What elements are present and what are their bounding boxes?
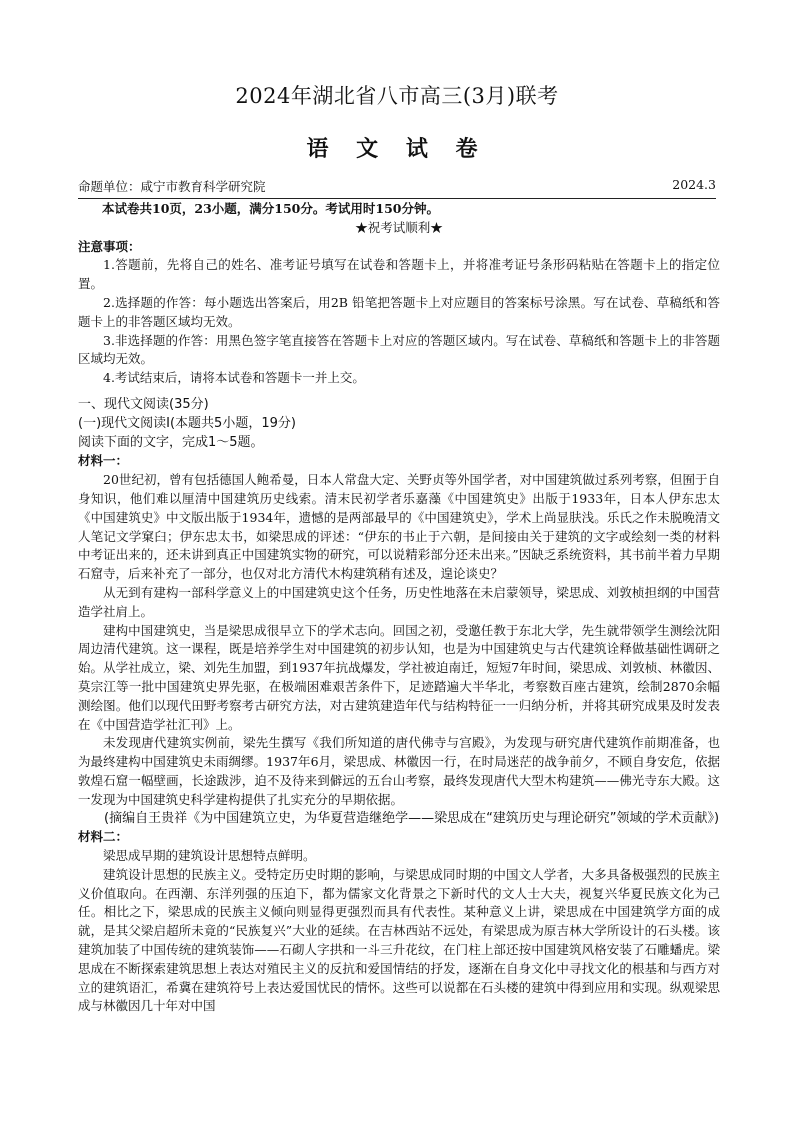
exam-date: 2024.3 [672,177,716,192]
blessing-line: ★祝考试顺利★ [355,219,443,235]
material-one-paragraph: 从无到有建构一部科学意义上的中国建筑史这个任务，历史性地落在未启蒙领导，梁思成、刘敦桢担纲的中国营造学社肩上。 [78,584,720,619]
material-one-paragraph: 建构中国建筑史，当是梁思成很早立下的学术志向。回国之初，受邀任教于东北大学，先生就带领学生测绘沈阳周边清代建筑。这一课程，既是培养学生对中国建筑的初步认知，也是为中国建筑史与古代建筑诠释做基础性调研之始。从学社成立，梁、刘先生加盟，到1937年抗战爆发，学社被迫南迁，短短7年时间，梁思成、刘敦桢、林徽因、莫宗江等一批中国建筑史界先驱，在极端困难艰苦条件下，足迹踏遍大半华北，考察数百座古建筑，绘制2870余幅测绘图。他们以现代田野考察考古研究方法，对古建筑建造年代与结构特征一一归纳分析，并将其研究成果及时发表在《中国营造学社汇刊》上。 [78,622,720,732]
notice-title: 注意事项： [78,238,141,254]
exam-body [78,200,720,1016]
material-one-paragraph: 20世纪初，曾有包括德国人鲍希曼，日本人常盘大定、关野贞等外国学者，对中国建筑做过系列考察，但囿于自身知识，他们难以厘清中国建筑历史线索。清末民初学者乐嘉藻《中国建筑史》出版于1933年，日本人伊东忠太《中国建筑史》中文版出版于1934年，遗憾的是两部最早的《中国建筑史》，学术上尚显肤浅。乐氏之作未脱晚清文人笔记文学窠臼；伊东忠太书，如梁思成的评述：“伊东的书止于六朝，是间接由关于建筑的文字或绘刻一类的材料中考证出来的，还未讲到真正中国建筑实物的研究，可以说精彩部分还未出来。”因缺乏系统资料，其书前半着力早期石窟寺，后来补充了一部分，也仅对北方清代木构建筑稍有述及，遑论谈史？ [78,472,720,582]
reading-instruction: 阅读下面的文字，完成1～5题。 [78,434,264,450]
material-two-paragraph: 建筑设计思想的民族主义。受特定历史时期的影响，与梁思成同时期的中国文人学者，大多具备极强烈的民族主义价值取向。在西潮、东洋列强的压迫下，都为儒家文化背景之下新时代的文人士大夫，视复兴华夏民族文化为己任。相比之下，梁思成的民族主义倾向则显得更强烈而具有代表性。某种意义上讲，梁思成在中国建筑学方面的成就，是其父梁启超所未竟的“民族复兴”大业的延续。在吉林西站不远处，有梁思成为原吉林大学所设计的石头楼。该建筑加装了中国传统的建筑装饰——石砌人字拱和一斗三升花纹，在门柱上部还按中国建筑风格安装了石雕蟠虎。梁思成在不断探索建筑思想上表达对殖民主义的反抗和爱国情结的抒发，逐渐在自身文化中寻找文化的根基和与西方对立的建筑语汇，希冀在建筑符号上表达爱国忧民的情怀。这些可以说都在石头楼的建筑中得到应用和实现。纵观梁思成与林徽因几十年对中国 [78,866,720,1014]
citation: (摘编自王贵祥《为中国建筑立史，为华夏营造继绝学——梁思成在“建筑历史与理论研究”领域的学术贡献》) [104,810,720,826]
author-unit: 命题单位：咸宁市教育科学研究院 [78,179,266,194]
material-two-label: 材料二： [78,829,129,845]
notice-item: 4.考试结束后，请将本试卷和答题卡一并上交。 [103,370,365,386]
author-row [78,177,716,199]
subject-title: 语 文 试 卷 [306,136,488,162]
notice-item: 2.选择题的作答：每小题选出答案后，用2B 铅笔把答题卡上对应题目的答案标号涂黑。写在试卷、草稿纸和答题卡上的非答题区域均无效。 [78,294,720,329]
notice-item: 1.答题前，先将自己的姓名、准考证号填写在试卷和答题卡上，并将准考证号条形码粘贴在答题卡上的指定位置。 [78,257,720,292]
material-one-label: 材料一： [78,453,129,469]
material-two-paragraph: 梁思成早期的建筑设计思想特点鲜明。 [103,848,316,864]
material-one-paragraph: 未发现唐代建筑实例前，梁先生撰写《我们所知道的唐代佛寺与宫殿》，为发现与研究唐代建筑作前期准备，也为最终建构中国建筑史未雨绸缪。1937年6月，梁思成、林徽因一行，在时局迷茫的战争前夕，不顾自身安危，依据敦煌石窟一幅壁画，长途跋涉，迫不及待来到僻远的五台山考察，最终发现唐代大型木构建筑——佛光寺东大殿。这一发现为中国建筑史科学建构提供了扎实充分的早期依据。 [78,735,720,807]
exam-info: 本试卷共10页，23小题，满分150分。考试用时150分钟。 [102,201,439,216]
section-heading: 一、现代文阅读(35分) [78,396,209,412]
exam-title: 2024年湖北省八市高三(3月)联考 [235,84,559,108]
notice-item: 3.非选择题的作答：用黑色签字笔直接答在答题卡上对应的答题区域内。写在试卷、草稿纸和答题卡上的非答题区域均无效。 [78,332,720,367]
section-subheading: (一)现代文阅读Ⅰ(本题共5小题，19分) [78,415,296,431]
